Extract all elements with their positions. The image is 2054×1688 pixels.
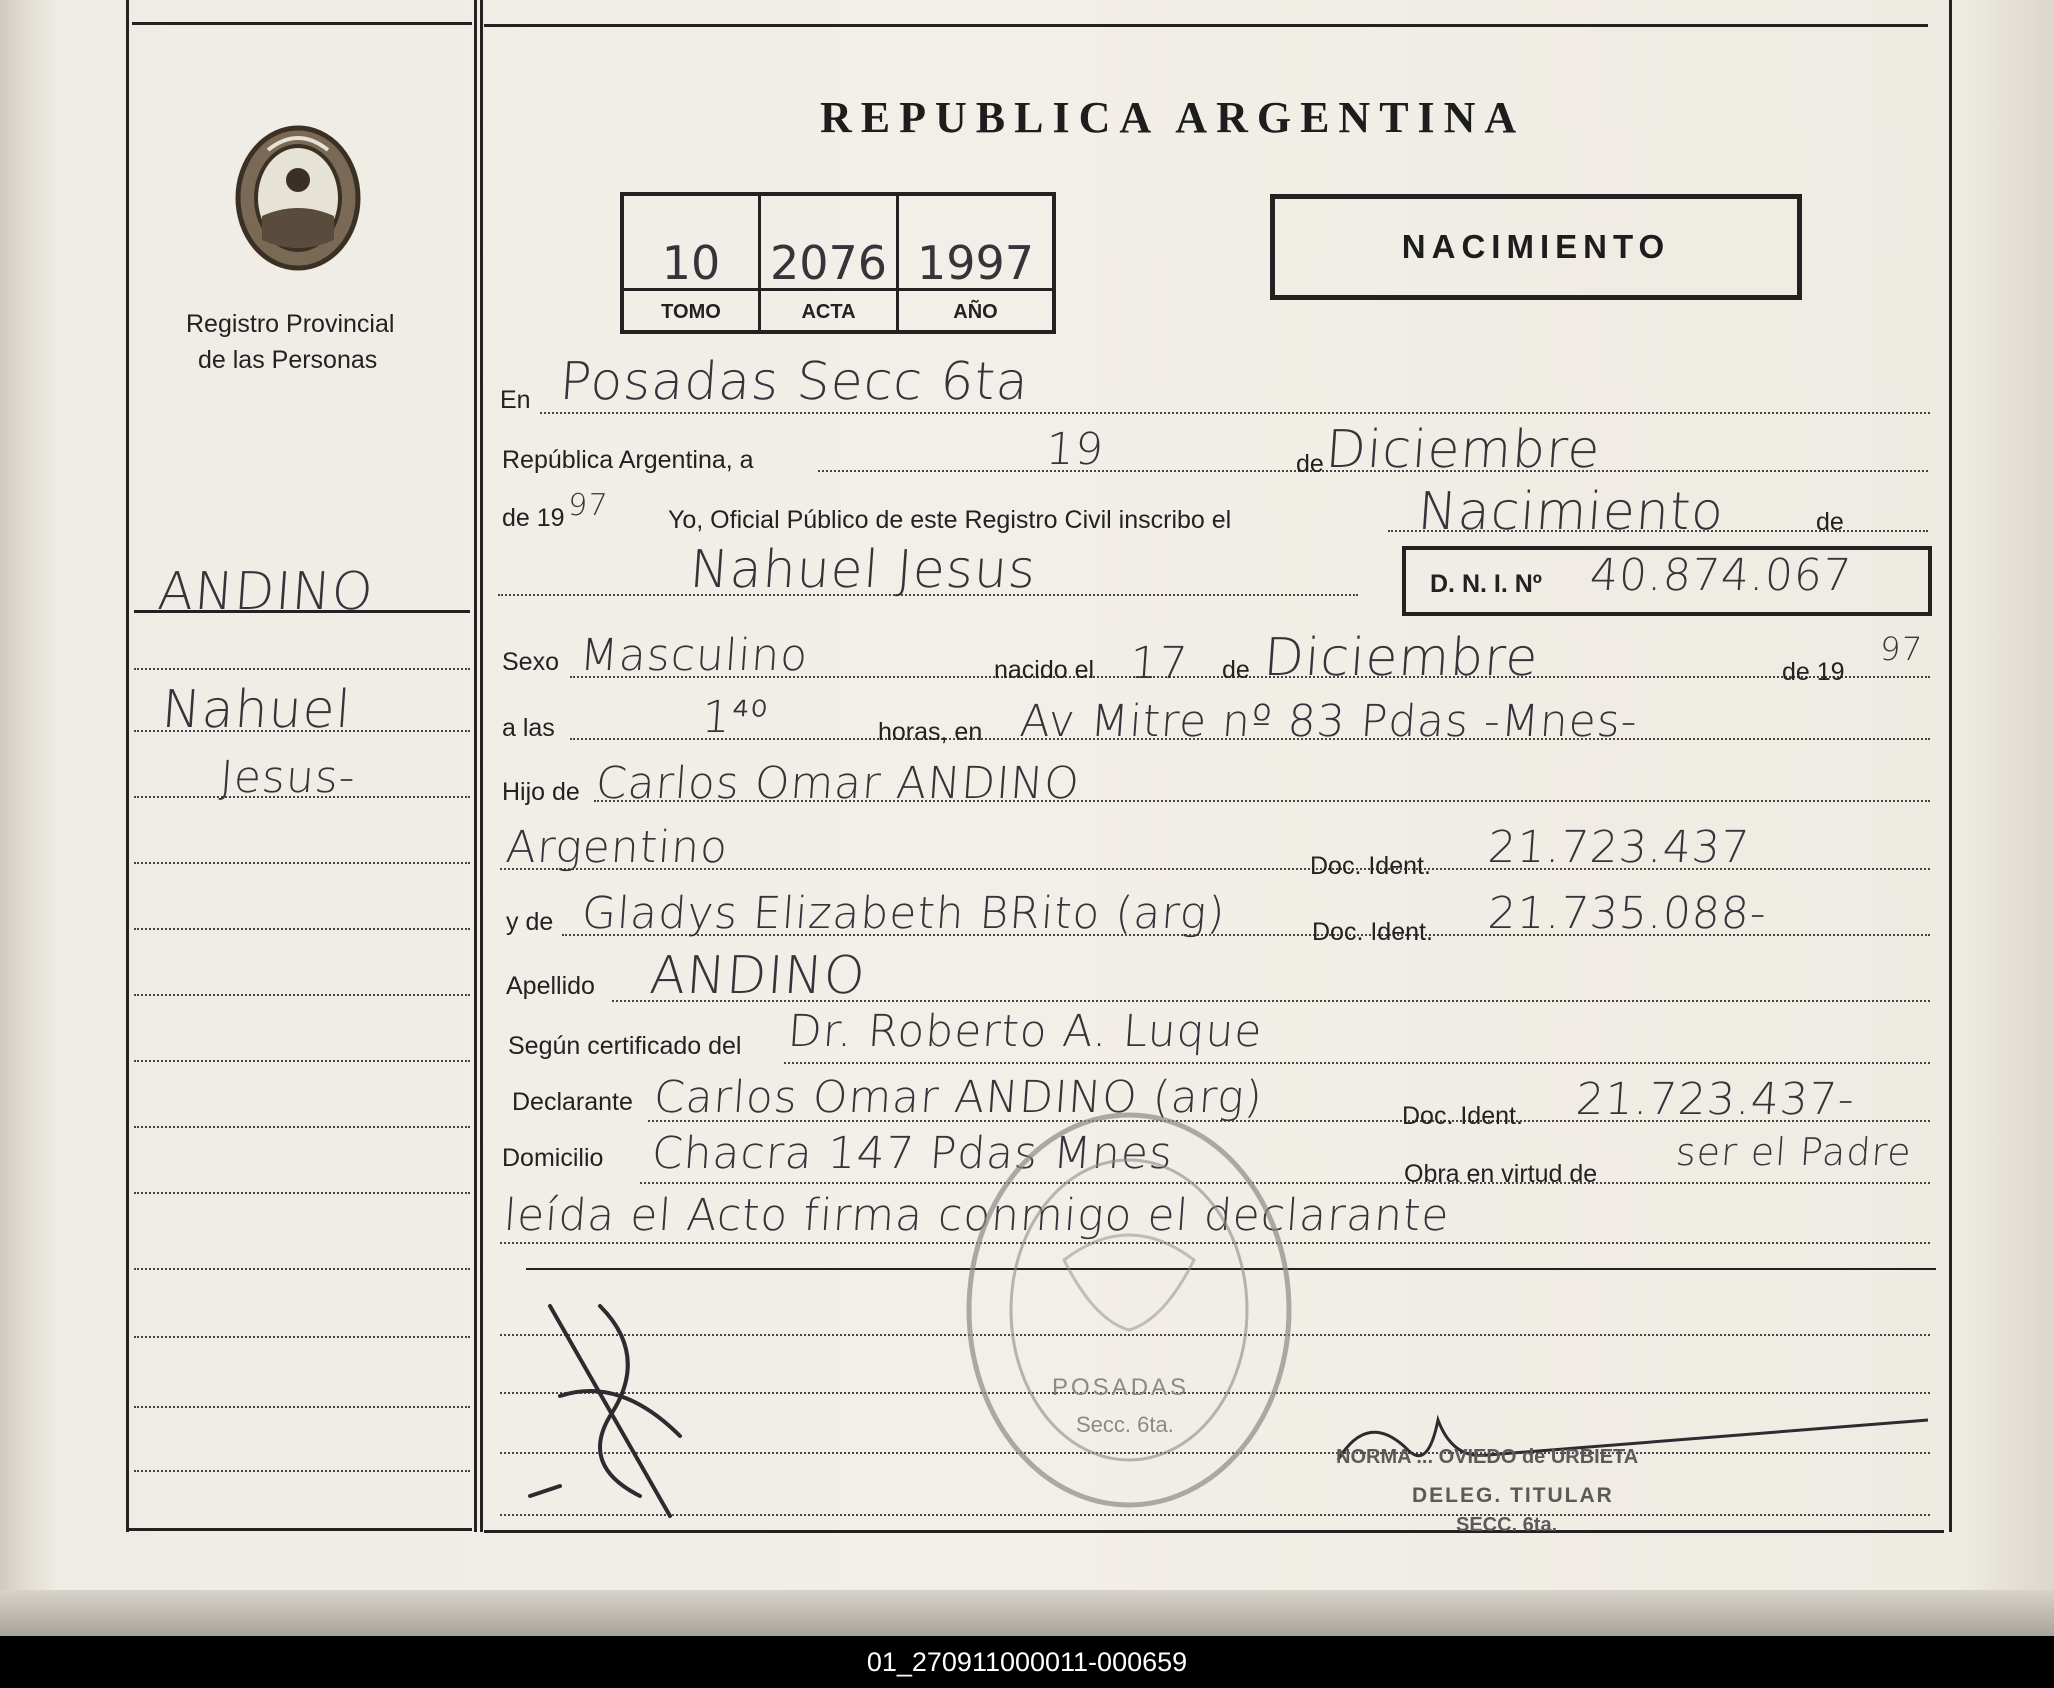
month-value: Diciembre [1323, 420, 1603, 480]
ano-cell [899, 196, 1055, 330]
de-label-3: de [1222, 656, 1250, 684]
sexo-value: Masculino [578, 630, 810, 681]
official-signature [1328, 1400, 1928, 1540]
top-rule-right [484, 24, 1928, 27]
republica-label: República Argentina, a [502, 446, 754, 474]
declarant-signature [520, 1296, 720, 1536]
province-crest [228, 120, 368, 280]
doc-label-declarante: Doc. Ident. [1402, 1102, 1523, 1130]
ano-value: 1997 [916, 236, 1035, 290]
margin-dotted-line [134, 1060, 470, 1062]
domicilio-label: Domicilio [502, 1144, 604, 1172]
declarante-doc-value: 21.723.437- [1574, 1074, 1857, 1125]
doctor-value: Dr. Roberto A. Luque [786, 1006, 1265, 1057]
father-doc-value: 21.723.437 [1486, 822, 1752, 873]
tomo-value: 10 [661, 236, 721, 290]
place-value: Posadas Secc 6ta [557, 352, 1031, 412]
margin-dotted-line [134, 928, 470, 930]
margin-dotted-line [134, 994, 470, 996]
margin-divider [474, 0, 477, 1532]
declarante-label: Declarante [512, 1088, 633, 1116]
margin-dotted-line [134, 1470, 470, 1472]
birth-year-suffix-value: 97 [1878, 630, 1925, 668]
margin-divider-inner [480, 0, 483, 1532]
hijo-label: Hijo de [502, 778, 580, 806]
en-label: En [500, 386, 531, 414]
obra-value: ser el Padre [1674, 1130, 1914, 1174]
dni-box [1402, 546, 1932, 616]
alas-label: a las [502, 714, 555, 742]
child-name-value: Nahuel Jesus [687, 540, 1039, 600]
declarante-value: Carlos Omar ANDINO (arg) [652, 1072, 1265, 1123]
day-value: 19 [1044, 424, 1106, 475]
margin-name2: Jesus- [218, 752, 358, 803]
top-rule [132, 22, 472, 25]
obra-label: Obra en virtud de [1404, 1160, 1598, 1188]
year-suffix-value: 97 [566, 488, 610, 523]
margin-dotted-line [134, 1268, 470, 1270]
hour-value: 1⁴⁰ [700, 692, 771, 743]
stamp-section: Secc. 6ta. [1076, 1412, 1174, 1437]
registry-name-line1: Registro Provincial [186, 310, 395, 338]
margin-name1: Nahuel [159, 680, 354, 740]
margin-dotted-line [134, 862, 470, 864]
line-segun [784, 1062, 1930, 1064]
doc-label-father: Doc. Ident. [1310, 852, 1431, 880]
acta-label: ACTA [801, 301, 856, 323]
record-number-table [620, 192, 1056, 334]
official-title: DELEG. TITULAR [1412, 1484, 1614, 1507]
domicilio-value: Chacra 147 Pdas Mnes [650, 1128, 1175, 1179]
de-label: de [1296, 450, 1324, 478]
margin-dotted-line [134, 1126, 470, 1128]
margin-dotted-line [134, 1406, 470, 1408]
father-value: Carlos Omar ANDINO [594, 758, 1082, 809]
official-name: NORMA ... OVIEDO de URBIETA [1336, 1446, 1639, 1468]
margin-dotted-line [134, 668, 470, 670]
acta-cell [761, 196, 899, 330]
doc-label-mother: Doc. Ident. [1312, 918, 1433, 946]
birth-day-value: 17 [1128, 638, 1190, 689]
dni-label: D. N. I. Nº [1430, 570, 1542, 598]
inscription-value: Nacimiento [1415, 482, 1727, 542]
tomo-label: TOMO [661, 301, 721, 323]
horas-label: horas, en [878, 718, 983, 746]
ano-label: AÑO [953, 301, 998, 323]
nacido-label: nacido el [994, 656, 1095, 684]
yde-label: y de [506, 908, 554, 936]
sexo-label: Sexo [502, 648, 559, 676]
page-edge [0, 1590, 2054, 1636]
apellido-value: ANDINO [647, 946, 868, 1006]
margin-bottom-rule [128, 1528, 472, 1531]
table-divider [624, 288, 1052, 291]
dni-value: 40.874.067 [1588, 550, 1854, 601]
de19-label-2: de 19 [1782, 658, 1845, 686]
line-en [540, 412, 1930, 414]
act-type-box: NACIMIENTO [1270, 194, 1802, 300]
de19-label: de 19 [502, 504, 565, 532]
yo-label: Yo, Oficial Público de este Registro Civil inscribo el [668, 506, 1232, 534]
acta-value: 2076 [769, 236, 888, 290]
apellido-label: Apellido [506, 972, 595, 1000]
margin-dotted-line [134, 1192, 470, 1194]
segun-label: Según certificado del [508, 1032, 742, 1060]
birth-place-value: Av Mitre nº 83 Pdas -Mnes- [1018, 696, 1640, 747]
country-title: REPUBLICA ARGENTINA [820, 93, 1526, 142]
mother-doc-value: 21.735.088- [1486, 888, 1769, 939]
tomo-cell [624, 196, 761, 330]
registry-stamp [964, 1110, 1294, 1510]
birth-month-value: Diciembre [1261, 628, 1541, 688]
margin-surname: ANDINO [155, 562, 376, 622]
image-caption: 01_270911000011-000659 [0, 1636, 2054, 1688]
registry-name-line2: de las Personas [198, 346, 378, 374]
official-section: SECC. 6ta. [1456, 1514, 1558, 1536]
closing-value: leída el Acto firma conmigo el declarante [502, 1190, 1452, 1241]
mother-value: Gladys Elizabeth BRito (arg) [580, 888, 1228, 939]
margin-dotted-line [134, 1336, 470, 1338]
father-nationality-value: Argentino [504, 822, 730, 873]
de-label-2: de [1816, 508, 1844, 536]
stamp-city: POSADAS [1052, 1374, 1190, 1401]
